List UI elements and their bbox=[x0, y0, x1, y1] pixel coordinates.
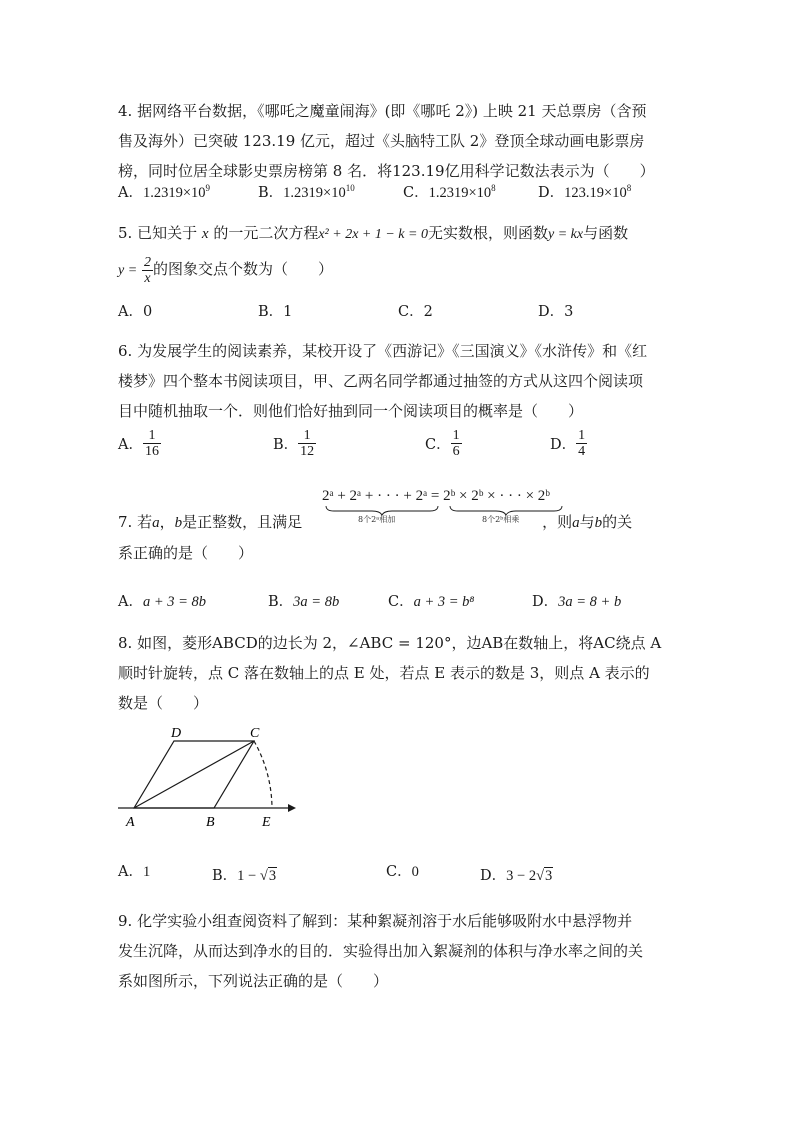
question-9-line: 系如图所示，下列说法正确的是（ ） bbox=[118, 972, 389, 990]
point-a-label: A bbox=[126, 815, 135, 830]
function-kx: y = kx bbox=[548, 227, 584, 242]
question-6-line: 6. 为发展学生的阅读素养，某校开设了《西游记》《三国演义》《水浒传》和《红 bbox=[118, 342, 648, 360]
question-7-options bbox=[118, 590, 698, 620]
question-6-line: 目中随机抽取一个．则他们恰好抽到同一个阅读项目的概率是（ ） bbox=[118, 402, 584, 420]
question-4-line: 榜，同时位居全球影史票房榜第 8 名．将123.19亿用科学记数法表示为（ ） bbox=[118, 162, 655, 180]
option-b[interactable]: B． $\frac{1}{12}$ bbox=[273, 428, 315, 459]
question-9 bbox=[118, 906, 698, 996]
question-5-options bbox=[118, 300, 698, 330]
option-d[interactable]: D． $\frac{1}{4}$ bbox=[550, 428, 586, 459]
option-a[interactable]: A．1 bbox=[118, 864, 151, 880]
option-c[interactable]: C．a + 3 = b⁸ bbox=[388, 594, 475, 610]
point-c-label: C bbox=[250, 726, 260, 741]
option-d[interactable]: D．3 bbox=[538, 304, 574, 320]
option-c[interactable]: C．2 bbox=[398, 304, 433, 320]
option-a[interactable]: A．0 bbox=[118, 304, 153, 320]
option-b[interactable]: B．1 bbox=[258, 304, 293, 320]
sum-product-equation: 2ᵃ + 2ᵃ + · · · + 2ᵃ = 2ᵇ × 2ᵇ × · · · × 2ᵇ 8个2ᵃ相加 8个2ᵇ相乘 bbox=[322, 488, 568, 528]
question-7: 7. 若a，b是正整数，且满足 ，则a与b的关 系正确的是（ ） bbox=[118, 513, 633, 562]
question-8-options bbox=[118, 860, 698, 890]
option-d[interactable]: D．$123.19\times 10^8$ bbox=[538, 183, 632, 201]
option-c[interactable]: C． $\frac{1}{6}$ bbox=[425, 428, 460, 459]
question-5: 5. 已知关于 x 的一元二次方程x² + 2x + 1 − k = 0无实数根，则函数y = kx与函数 y = $\frac{2}{x}$ 的图象交点个数为（ ） bbox=[118, 224, 629, 286]
option-a[interactable]: A．a + 3 = 8b bbox=[118, 594, 207, 610]
rhombus-figure bbox=[116, 722, 296, 832]
rotation-arc bbox=[254, 741, 272, 808]
option-a[interactable]: A． $\frac{1}{16}$ bbox=[118, 428, 159, 459]
question-6 bbox=[118, 336, 678, 426]
question-9-line: 发生沉降，从而达到净水的目的．实验得出加入絮凝剂的体积与净水率之间的关 bbox=[118, 942, 644, 960]
question-8-line: 数是（ ） bbox=[118, 694, 209, 712]
question-6-line: 楼梦》四个整本书阅读项目，甲、乙两名同学都通过抽签的方式从这四个阅读项 bbox=[118, 372, 644, 390]
equation: x² + 2x + 1 − k = 0 bbox=[318, 227, 428, 242]
option-d[interactable]: D．3a = 8 + b bbox=[532, 594, 622, 610]
question-8-line: 8. 如图，菱形ABCD的边长为 2，∠ABC = 120°，边AB在数轴上，将AC绕点 A bbox=[118, 634, 662, 652]
option-d[interactable]: D．3 − 2√3 bbox=[480, 868, 553, 884]
option-c[interactable]: C．0 bbox=[386, 864, 419, 880]
question-4-line: 售及海外）已突破 123.19 亿元，超过《头脑特工队 2》登顶全球动画电影票房 bbox=[118, 132, 645, 150]
question-9-line: 9. 化学实验小组查阅资料了解到：某种絮凝剂溶于水后能够吸附水中悬浮物并 bbox=[118, 912, 633, 930]
diagonal-ac bbox=[134, 741, 254, 808]
option-b[interactable]: B．3a = 8b bbox=[268, 594, 340, 610]
point-e-label: E bbox=[262, 815, 271, 830]
option-c[interactable]: C．$1.2319\times 10^8$ bbox=[403, 183, 496, 201]
fraction-2-over-x: $\frac{2}{x}$ bbox=[143, 254, 151, 286]
option-b[interactable]: B．$1.2319\times 10^{10}$ bbox=[258, 183, 355, 201]
option-a[interactable]: A．$1.2319\times 10^9$ bbox=[118, 183, 211, 201]
question-4-options bbox=[118, 181, 698, 211]
question-8 bbox=[118, 628, 698, 718]
point-b-label: B bbox=[206, 815, 215, 830]
question-4 bbox=[118, 96, 678, 186]
point-d-label: D bbox=[171, 726, 182, 741]
option-b[interactable]: B．1 − √3 bbox=[212, 868, 277, 884]
arrow-icon bbox=[288, 804, 296, 812]
question-4-line: 4. 据网络平台数据，《哪吒之魔童闹海》(即《哪吒 2》) 上映 21 天总票房（含预 bbox=[118, 102, 647, 120]
question-8-line: 顺时针旋转，点 C 落在数轴上的点 E 处，若点 E 表示的数是 3，则点 A 表示的 bbox=[118, 664, 650, 682]
question-6-options bbox=[118, 428, 698, 464]
